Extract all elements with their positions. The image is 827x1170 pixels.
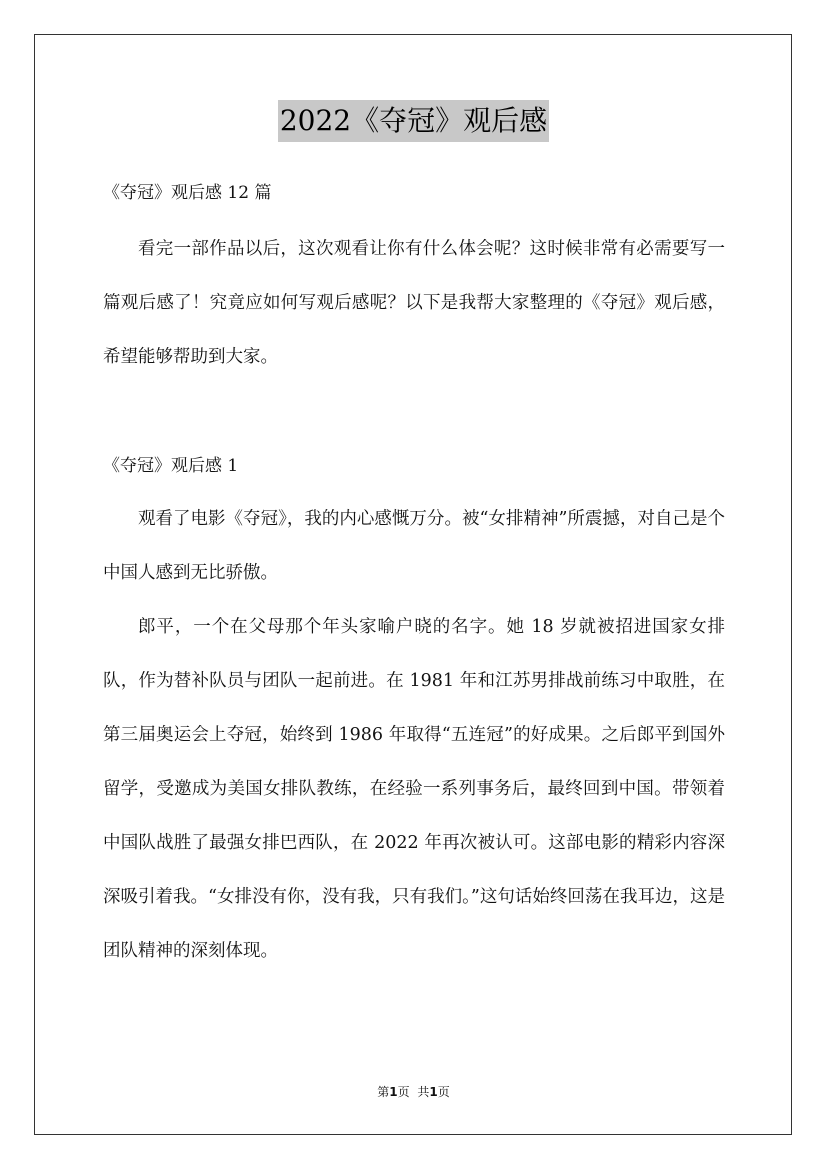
document-subtitle: 《夺冠》观后感 12 篇 (103, 183, 272, 203)
total-pages: 1 (429, 1085, 438, 1099)
intro-paragraph: 看完一部作品以后，这次观看让你有什么体会呢？这时候非常有必需要写一篇观后感了！究竟应如何写观后感呢？以下是我帮大家整理的《夺冠》观后感，希望能够帮助到大家。 (103, 239, 725, 367)
page-prefix: 第 (377, 1085, 390, 1099)
page-number: 1 (389, 1085, 398, 1099)
page-footer (0, 1083, 827, 1101)
title-container (0, 100, 827, 142)
body-paragraph: 郎平，一个在父母那个年头家喻户晓的名字。她 18 岁就被招进国家女排队，作为替补队员与团队一起前进。在 1981 年和江苏男排战前练习中取胜，在第三届奥运会上夺冠，始终到 1986 年取得“五连冠”的好成果。之后郎平到国外留学，受邀成为美国女排队教练，在经验一系列事务后，最终回到中国。带领着中国队战胜了最强女排巴西队，在 2022 年再次被认可。这部电影的精彩内容深深吸引着我。“女排没有你，没有我，只有我们。”这句话始终回荡在我耳边，这是团队精神的深刻体现。 (103, 617, 725, 961)
page-suffix: 页 (397, 1085, 410, 1099)
section-heading: 《夺冠》观后感 1 (103, 456, 239, 476)
total-suffix: 页 (437, 1085, 450, 1099)
document-title: 2022《夺冠》观后感 (278, 100, 549, 142)
total-prefix: 共 (417, 1085, 430, 1099)
body-paragraph: 观看了电影《夺冠》，我的内心感慨万分。被“女排精神”所震撼，对自己是个中国人感到无比骄傲。 (103, 509, 725, 583)
